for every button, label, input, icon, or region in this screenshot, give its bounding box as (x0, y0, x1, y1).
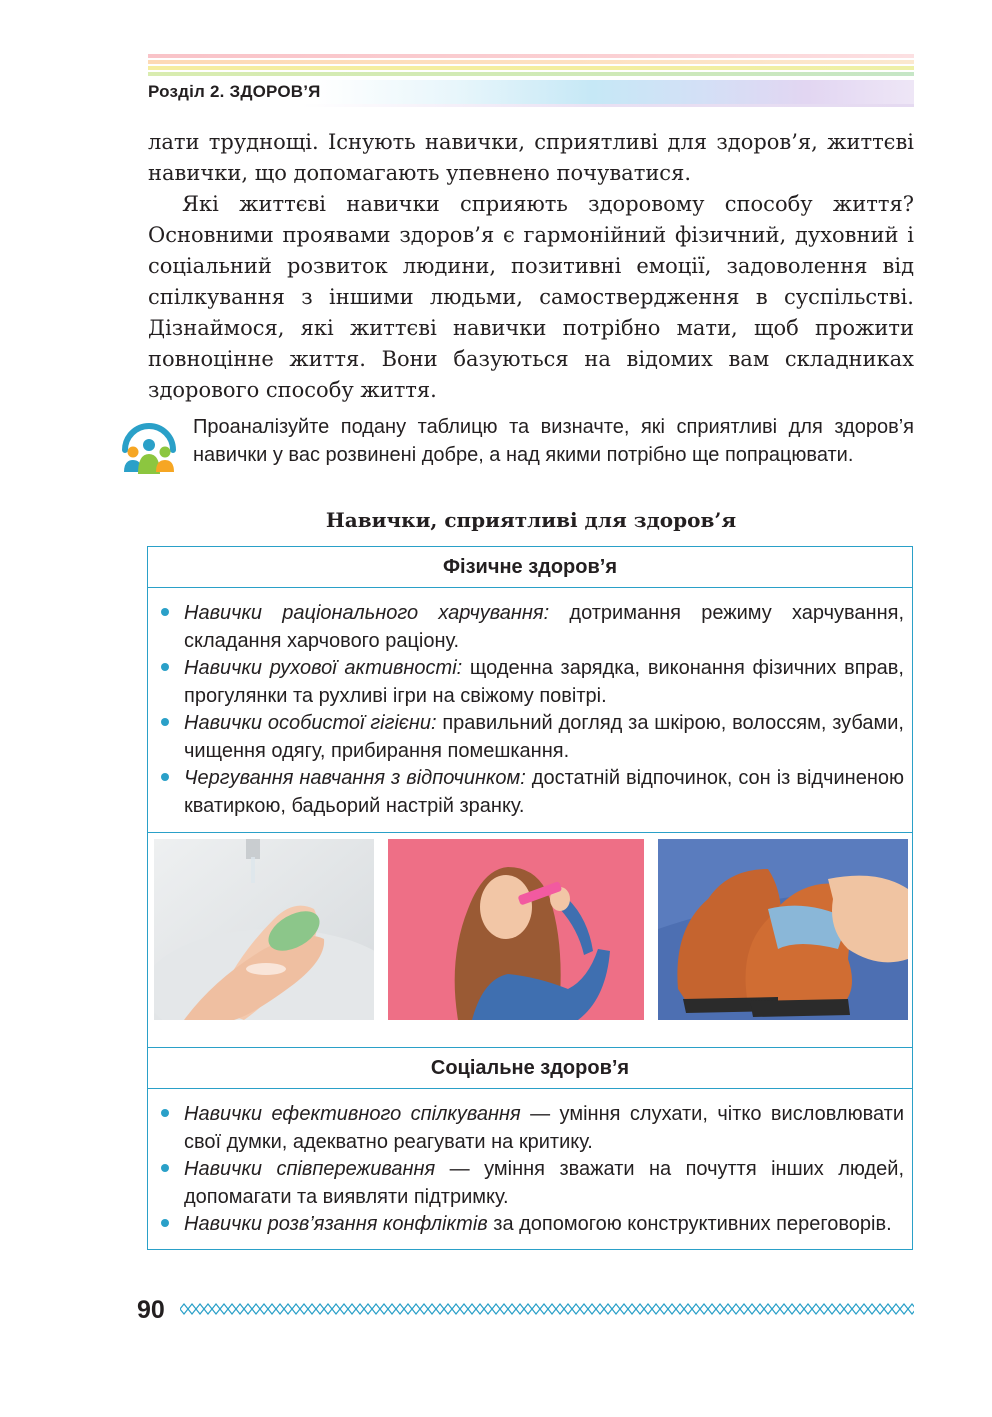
physical-health-heading: Фізичне здоров’я (148, 547, 912, 588)
list-item: Навички ефективного спілкування — уміння слухати, чітко висловлювати свої думки, адекватно реагувати на критику. (148, 1101, 904, 1156)
physical-skills-list (148, 588, 912, 833)
section-title: Розділ 2. ЗДОРОВ’Я (148, 82, 321, 101)
table-title: Навички, сприятливі для здоров’я (325, 508, 737, 532)
paragraph-1: лати труднощі. Існують навички, сприятливі для здоров’я, життєві навички, що допомагають упевнено почуватися. (148, 130, 914, 185)
header-stripes (148, 54, 914, 78)
page-number: 90 (137, 1296, 165, 1324)
hair-combing-photo (388, 839, 644, 1020)
hand-washing-photo (154, 839, 374, 1020)
task-text: Проаналізуйте подану таблицю та визначте, які сприятливі для здоров’я навички у вас розвинені добре, а над якими потрібно ще попрацювати. (193, 416, 914, 466)
list-item: Чергування навчання з відпочинком: достатній відпочинок, сон із відчиненою кватиркою, бадьорий настрій зранку. (148, 765, 904, 820)
list-item: Навички раціонального харчування: дотримання режиму харчування, складання харчового раціону. (148, 600, 904, 655)
section-underline (148, 104, 914, 107)
social-skills-list (148, 1089, 912, 1249)
footer-ornament (180, 1302, 914, 1316)
body-text (148, 127, 914, 406)
list-item: Навички рухової активності: щоденна зарядка, виконання фізичних вправ, прогулянки та рухливі ігри на свіжому повітрі. (148, 655, 904, 710)
list-item: Навички співпереживання — уміння зважати на почуття інших людей, допомагати та виявляти підтримку. (148, 1156, 904, 1211)
paragraph-2: Які життєві навички сприяють здоровому способу життя? Основними проявами здоров’я є гармонійний фізичний, духовний і соціальний розвиток людини, позитивні емоції, задоволення від спілкування з іншими людьми, самоствердження в суспільстві. Дізнаймося, які життєві навички потрібно мати, щоб прожити повноцінне життя. Вони базуються на відомих вам складниках здорового способу життя. (148, 192, 914, 402)
shoe-cleaning-photo (658, 839, 908, 1020)
social-health-heading: Соціальне здоров’я (148, 1048, 912, 1089)
photos-row (148, 833, 912, 1048)
list-item: Навички розв’язання конфліктів за допомогою конструктивних переговорів. (148, 1211, 904, 1239)
list-item: Навички особистої гігієни: правильний догляд за шкірою, волоссям, зубами, чищення одягу, прибирання помешкання. (148, 710, 904, 765)
group-work-icon (115, 414, 183, 482)
skills-table (147, 546, 913, 1250)
